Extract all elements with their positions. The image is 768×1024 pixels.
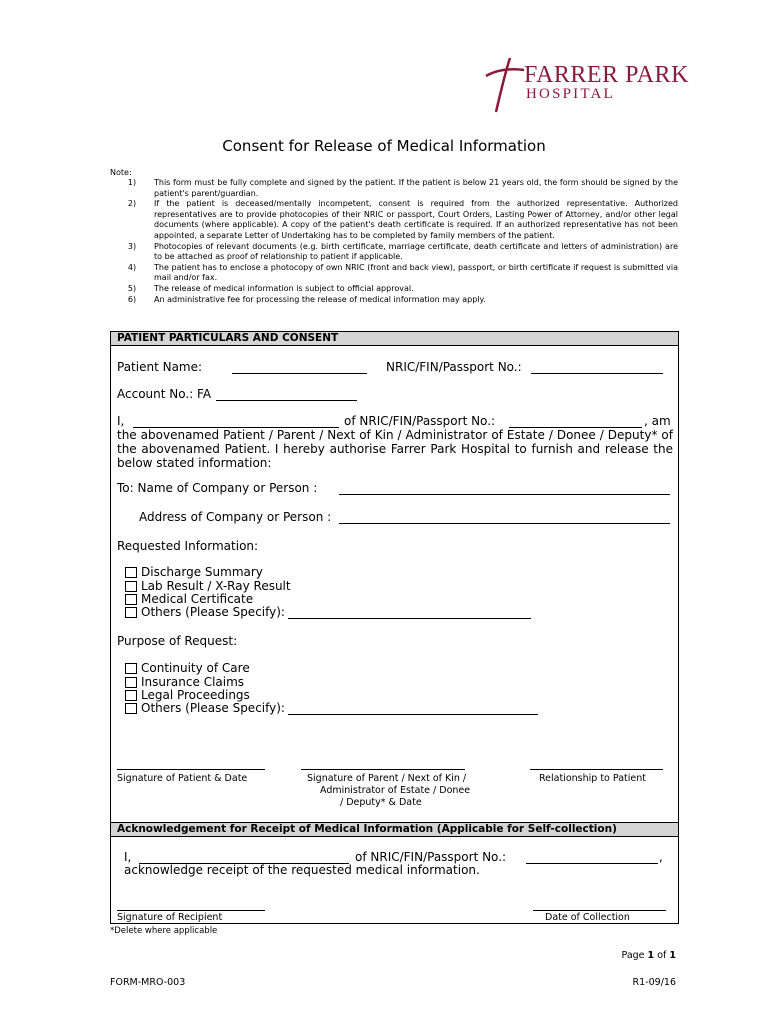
consent-am-label: , am	[644, 414, 671, 428]
ack-comma: ,	[659, 850, 663, 864]
parent-signature-label-3: / Deputy* & Date	[340, 797, 422, 808]
note-item: 6) An administrative fee for processing the release of medical information may apply.	[127, 294, 486, 304]
company-name-field[interactable]	[339, 494, 670, 495]
note-label: Note:	[110, 168, 132, 177]
patient-name-label: Patient Name:	[117, 360, 203, 374]
company-address-field[interactable]	[339, 523, 670, 524]
company-name-label: To: Name of Company or Person :	[117, 481, 318, 495]
option-continuity-of-care: Continuity of Care	[141, 661, 250, 675]
consent-i-label: I,	[117, 414, 125, 428]
parent-signature-label-1: Signature of Parent / Next of Kin /	[307, 773, 467, 784]
relationship-line[interactable]	[530, 769, 663, 770]
checkbox-requested-others[interactable]	[125, 607, 137, 618]
option-insurance-claims: Insurance Claims	[141, 675, 245, 689]
cross-logo-icon	[484, 56, 528, 116]
note-item: 2) If the patient is deceased/mentally incompetent, consent is required from the authorized representative. Authorized representatives are to provide photocopies of their NRIC or passport, Court Orders, Lasting Power of Attorney, and/or other legal documents (where applicable). A copy of the patient's death certificate is required. If an authorized representative has not been appointed, a separate Letter of Undertaking has to be completed by family members of the patient.	[127, 199, 678, 240]
checkbox-medical-certificate[interactable]	[125, 594, 137, 605]
option-legal-proceedings: Legal Proceedings	[141, 688, 250, 702]
consent-paragraph: the abovenamed Patient / Parent / Next of Kin / Administrator of Estate / Donee / Deputy* of the abovenamed Patient. I hereby authorise Farrer Park Hospital to furnish and release the below stated information:	[117, 428, 673, 470]
requested-info-label: Requested Information:	[117, 539, 259, 553]
logo-subname: HOSPITAL	[526, 86, 615, 102]
checkbox-discharge-summary[interactable]	[125, 567, 137, 578]
checkbox-legal-proceedings[interactable]	[125, 690, 137, 701]
checkbox-purpose-others[interactable]	[125, 703, 137, 714]
page-indicator: Page 1 of 1	[621, 950, 676, 961]
checkbox-continuity-of-care[interactable]	[125, 663, 137, 674]
recipient-signature-label: Signature of Recipient	[117, 912, 223, 923]
revision-code: R1-09/16	[632, 977, 676, 988]
recipient-signature-line[interactable]	[117, 910, 265, 911]
collection-date-label: Date of Collection	[545, 912, 630, 923]
patient-signature-label: Signature of Patient & Date	[117, 773, 248, 784]
hospital-logo	[484, 56, 689, 116]
option-requested-others: Others (Please Specify):	[141, 605, 285, 619]
form-title: Consent for Release of Medical Information	[222, 137, 546, 155]
relationship-label: Relationship to Patient	[539, 773, 646, 784]
parent-signature-line[interactable]	[301, 769, 465, 770]
logo-name: FARRER PARK	[524, 62, 689, 88]
account-field[interactable]	[216, 400, 357, 401]
ack-statement: acknowledge receipt of the requested medical information.	[124, 863, 480, 877]
checkbox-insurance-claims[interactable]	[125, 677, 137, 688]
nric-field[interactable]	[531, 373, 663, 374]
ack-of-label: of NRIC/FIN/Passport No.:	[355, 850, 507, 864]
form-id: FORM-MRO-003	[110, 977, 186, 988]
checkbox-lab-result[interactable]	[125, 581, 137, 592]
option-purpose-others: Others (Please Specify):	[141, 701, 285, 715]
collection-date-line[interactable]	[533, 910, 666, 911]
delete-note: *Delete where applicable	[110, 926, 218, 936]
nric-label: NRIC/FIN/Passport No.:	[386, 360, 522, 374]
ack-i-label: I,	[124, 850, 132, 864]
notes-list	[110, 178, 678, 305]
note-item: 5) The release of medical information is subject to official approval.	[127, 283, 414, 293]
account-label: Account No.: FA	[117, 387, 212, 401]
note-item: 1) This form must be fully complete and signed by the patient. If the patient is below 21 years old, the form should be signed by the patient's parent/guardian.	[127, 178, 678, 198]
option-discharge-summary: Discharge Summary	[141, 565, 263, 579]
option-lab-result: Lab Result / X-Ray Result	[141, 579, 291, 593]
parent-signature-label-2: Administrator of Estate / Donee	[320, 785, 471, 796]
section-header-acknowledgement: Acknowledgement for Receipt of Medical Information (Applicable for Self-collection)	[111, 822, 678, 837]
consent-of-label: of NRIC/FIN/Passport No.:	[344, 414, 496, 428]
section-header-patient: PATIENT PARTICULARS AND CONSENT	[111, 332, 678, 346]
note-item: 4) The patient has to enclose a photocopy of own NRIC (front and back view), passport, or birth certificate if request is submitted via mail and/or fax.	[127, 262, 678, 283]
patient-signature-line[interactable]	[117, 769, 265, 770]
ack-nric-field[interactable]	[526, 863, 658, 864]
purpose-label: Purpose of Request:	[117, 634, 238, 648]
patient-name-field[interactable]	[232, 373, 367, 374]
option-medical-certificate: Medical Certificate	[141, 592, 254, 606]
company-address-label: Address of Company or Person :	[139, 510, 332, 524]
purpose-others-field[interactable]	[288, 714, 538, 715]
requested-others-field[interactable]	[288, 618, 531, 619]
note-item: 3) Photocopies of relevant documents (e.g. birth certificate, marriage certificate, death certificate and letters of administration) are to be attached as proof of relationship to patient if applicable.	[127, 241, 678, 262]
